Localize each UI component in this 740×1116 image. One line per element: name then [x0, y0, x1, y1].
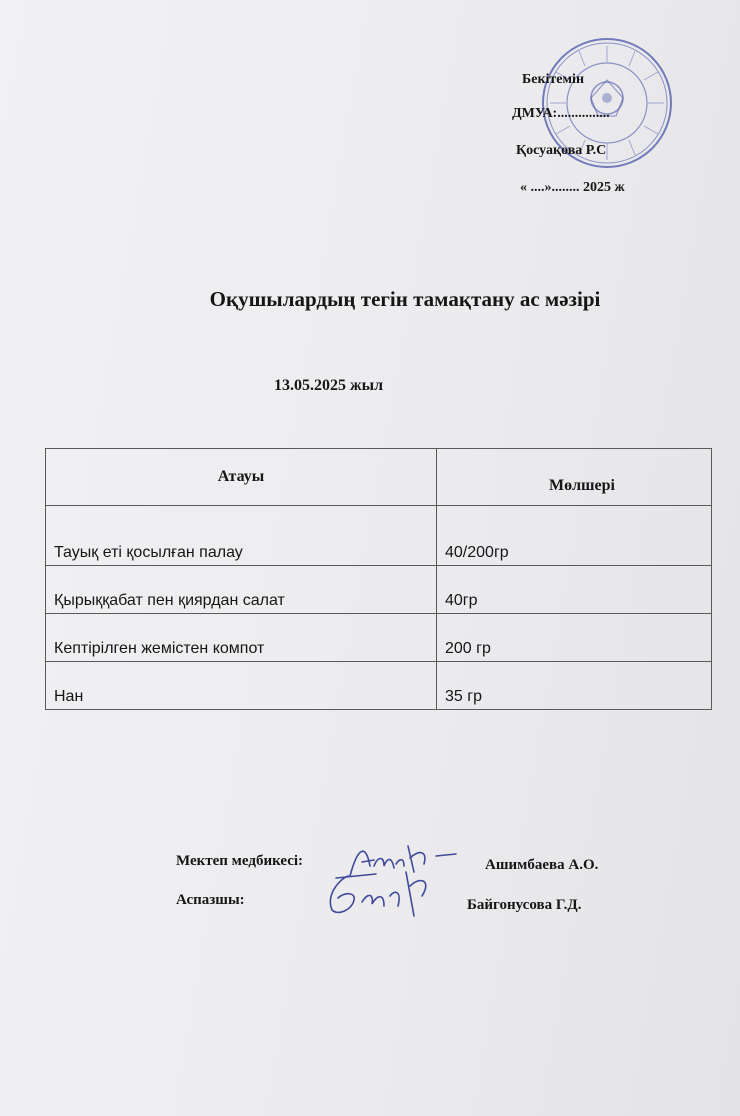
handwritten-signature-icon	[318, 866, 442, 922]
approval-role	[512, 106, 610, 122]
approval-date-prefix: « ....»	[520, 180, 552, 195]
dish-name: Нан	[46, 662, 437, 710]
cook-name: Байгонусова Г.Д.	[467, 897, 582, 913]
dish-quantity: 40/200гр	[437, 506, 712, 566]
table-row	[46, 614, 712, 662]
approval-date	[520, 180, 625, 196]
menu-table	[45, 448, 712, 710]
approval-title: Бекітемін	[522, 72, 585, 87]
dish-name: Тауық еті қосылған палау	[46, 506, 437, 566]
approval-date-year: 2025 ж	[583, 180, 625, 195]
approval-date-dots: ........	[551, 180, 580, 195]
dish-quantity: 200 гр	[437, 614, 712, 662]
dish-name: Қырыққабат пен қиярдан салат	[46, 566, 437, 614]
table-row	[46, 566, 712, 614]
nurse-label: Мектеп медбикесі:	[176, 853, 304, 869]
table-row	[46, 506, 712, 566]
approval-role-dots: ...............	[557, 106, 610, 121]
header-name: Атауы	[46, 449, 437, 506]
approval-role-label: ДМУА:	[512, 106, 558, 121]
nurse-name: Ашимбаева А.О.	[485, 857, 599, 873]
document-date: 13.05.2025 жыл	[274, 377, 384, 394]
approval-name: Қосуақова Р.С	[516, 143, 607, 158]
dish-name: Кептірілген жемістен компот	[46, 614, 437, 662]
dish-quantity: 40гр	[437, 566, 712, 614]
cook-label: Аспазшы:	[176, 892, 245, 908]
table-header-row	[46, 449, 712, 506]
table-row	[46, 662, 712, 710]
header-quantity: Мөлшері	[437, 449, 712, 506]
dish-quantity: 35 гр	[437, 662, 712, 710]
page-title: Оқушылардың тегін тамақтану ас мәзірі	[209, 287, 601, 311]
